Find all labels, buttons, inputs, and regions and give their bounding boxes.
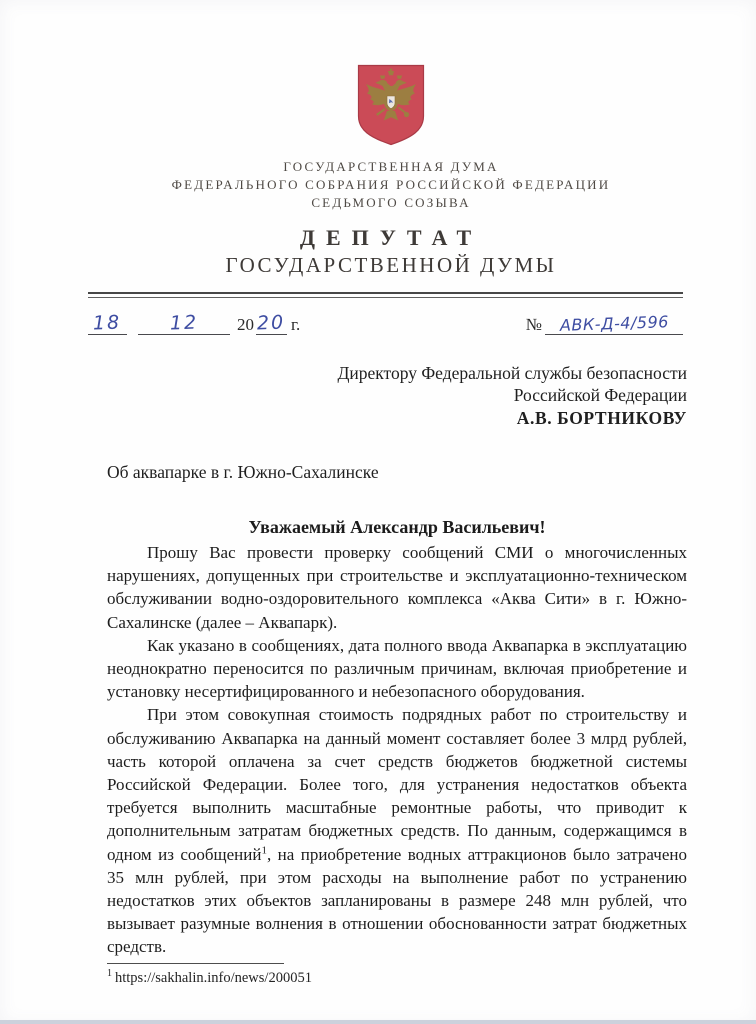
paragraph-2: Как указано в сообщениях, дата полного ввода Аквапарка в эксплуатацию неоднократно переносится по различным причинам, включая приобретение и установку несертифицированного и небезопасного оборудования. — [107, 635, 687, 702]
letterhead — [13, 0, 756, 277]
paragraph-1: Прошу Вас провести проверку сообщений СМИ о многочисленных нарушениях, допущенных при строительстве и эксплуатационно-техническом обслуживании водно-оздоровительного комплекса «Аква Сити» в г. Южно-Сахалинске (далее – Аквапарк). — [107, 543, 687, 632]
footnote-text — [107, 970, 312, 987]
footnote-reference-marker: 1 — [261, 843, 267, 856]
deputy-title: ДЕПУТАТ — [299, 225, 483, 250]
number-label: № — [525, 314, 542, 334]
paragraph-3-before-note: При этом совокупная стоимость подрядных работ по строительству и обслуживанию Аквапарка на данный момент составляет более 3 млрд рублей, часть которой оплачена за счет средств бюджетов бюджетной системы Российской Федерации. Более того, для устранения недостатков объекта требуется выполнить масштабные ремонтные работы, что приводит к дополнительным затратам бюджетных средств. По данным, содержащимся в одном из сообщений — [107, 705, 687, 864]
date-field-month — [138, 310, 230, 335]
scan-bottom-edge — [0, 1020, 756, 1024]
russia-coat-of-arms-icon — [357, 64, 425, 146]
addressee-line1: Директору Федеральной службы безопасности — [337, 362, 687, 383]
footnote-block — [107, 963, 312, 987]
addressee-line2: Российской Федерации — [513, 385, 687, 405]
footnote-url: https://sakhalin.info/news/200051 — [115, 970, 312, 986]
addressee-name: А.В. БОРТНИКОВУ — [516, 407, 687, 428]
date-field-year — [256, 310, 287, 335]
date-field-day — [88, 310, 127, 335]
header-separator-rule — [88, 292, 683, 298]
number-field — [545, 310, 683, 335]
subject-line: Об аквапарке в г. Южно-Сахалинске — [107, 462, 379, 482]
handwritten-day: 18 — [92, 311, 122, 334]
org-name-line3: СЕДЬМОГО СОЗЫВА — [311, 195, 471, 210]
letter-body — [107, 541, 687, 959]
year-label: г. — [291, 314, 301, 334]
year-printed-prefix: 20 — [237, 314, 254, 334]
org-name-line1: ГОСУДАРСТВЕННАЯ ДУМА — [283, 159, 499, 174]
handwritten-number: АВК-Д-4/596 — [559, 311, 669, 335]
paragraph-3 — [107, 703, 687, 958]
org-name-line2: ФЕДЕРАЛЬНОГО СОБРАНИЯ РОССИЙСКОЙ ФЕДЕРАЦИИ — [171, 177, 611, 192]
paragraph-3-after-note: , на приобретение водных аттракционов было затрачено 35 млн рублей, при этом расходы на выполнение работ по устранению недостатков этих объектов запланированы в размере 248 млн рублей, что вызывает разумные волнения в отношении обоснованности затрат бюджетных средств. — [107, 844, 687, 957]
addressee-block — [0, 362, 687, 430]
salutation: Уважаемый Александр Васильевич! — [248, 517, 546, 537]
handwritten-year: 20 — [256, 311, 286, 334]
org-name-block — [13, 158, 756, 212]
footnote-marker: 1 — [107, 968, 112, 980]
footnote-separator-rule — [107, 963, 284, 964]
handwritten-month: 12 — [169, 311, 199, 334]
date-and-number-line — [88, 309, 683, 335]
deputy-subtitle: ГОСУДАРСТВЕННОЙ ДУМЫ — [225, 253, 557, 277]
